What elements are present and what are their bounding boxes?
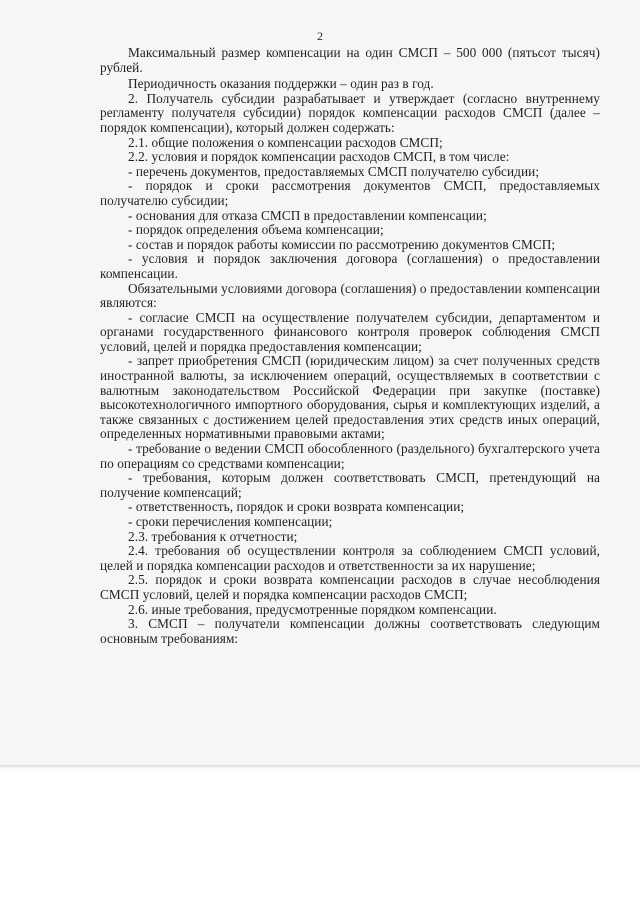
list-item: - состав и порядок работы комиссии по рассмотрению документов СМСП; xyxy=(128,236,556,252)
list-item: - требования, которым должен соответствовать СМСП, претендующий на получение компенсаций; xyxy=(100,470,600,500)
page-edge-shadow xyxy=(0,765,640,769)
paragraph-item-2-2: 2.2. условия и порядок компенсации расходов СМСП, в том числе: xyxy=(128,149,510,165)
paragraph-item-2: 2. Получатель субсидии разрабатывает и утверждает (согласно внутреннему регламенту получателя субсидии) порядок компенсации расходов СМСП (далее – порядок компенсации), который должен содержать: xyxy=(100,90,600,135)
list-item: - условия и порядок заключения договора (соглашения) о предоставлении компенсации. xyxy=(100,251,600,281)
paragraph-periodicity: Периодичность оказания поддержки – один раз в год. xyxy=(128,76,434,92)
list-item: - основания для отказа СМСП в предоставлении компенсации; xyxy=(128,207,487,223)
list-item: - перечень документов, предоставляемых СМСП получателю субсидии; xyxy=(128,163,540,179)
list-item: - ответственность, порядок и сроки возврата компенсации; xyxy=(128,499,465,515)
document-body xyxy=(100,46,600,646)
list-item: - требование о ведении СМСП обособленного (раздельного) бухгалтерского учета по операциям со средствами компенсации; xyxy=(100,441,600,471)
list-item: - порядок и сроки рассмотрения документов СМСП, предоставляемых получателю субсидии; xyxy=(100,178,600,208)
paragraph-contract-conditions: Обязательными условиями договора (соглашения) о предоставлении компенсации являются: xyxy=(100,280,600,311)
list-item: - запрет приобретения СМСП (юридическим лицом) за счет полученных средств иностранной валюты, за исключением операций, осуществляемых в соответствии с валютным законодательством Российской Федерации при закупке (поставке) высокотехнологичного импортного оборудования, сырья и комплектующих изделий, а также связанных с достижением целей предоставления этих средств иных операций, определенных нормативными правовыми актами; xyxy=(100,353,600,442)
paragraph-max-compensation: Максимальный размер компенсации на один СМСП – 500 000 (пятьсот тысяч) рублей. xyxy=(100,45,600,75)
list-item: - согласие СМСП на осуществление получателем субсидии, департаментом и органами государственного финансового контроля проверок соблюдения СМСП условий, целей и порядка предоставления компенсации; xyxy=(100,309,600,354)
paragraph-item-2-6: 2.6. иные требования, предусмотренные порядком компенсации. xyxy=(128,601,497,617)
list-item: - сроки перечисления компенсации; xyxy=(128,514,333,529)
paragraph-item-2-1: 2.1. общие положения о компенсации расходов СМСП; xyxy=(128,134,443,150)
list-item: - порядок определения объема компенсации; xyxy=(128,222,384,238)
page-number: 2 xyxy=(317,29,323,43)
paragraph-item-2-4: 2.4. требования об осуществлении контроля за соблюдением СМСП условий, целей и порядка компенсации расходов и ответственности за их нарушение; xyxy=(100,543,600,573)
paragraph-item-2-3: 2.3. требования к отчетности; xyxy=(128,528,298,544)
paragraph-item-3: 3. СМСП – получатели компенсации должны соответствовать следующим основным требованиям: xyxy=(100,616,600,646)
paragraph-item-2-5: 2.5. порядок и сроки возврата компенсации расходов в случае несоблюдения СМСП условий, целей и порядка компенсации расходов СМСП; xyxy=(100,572,600,602)
